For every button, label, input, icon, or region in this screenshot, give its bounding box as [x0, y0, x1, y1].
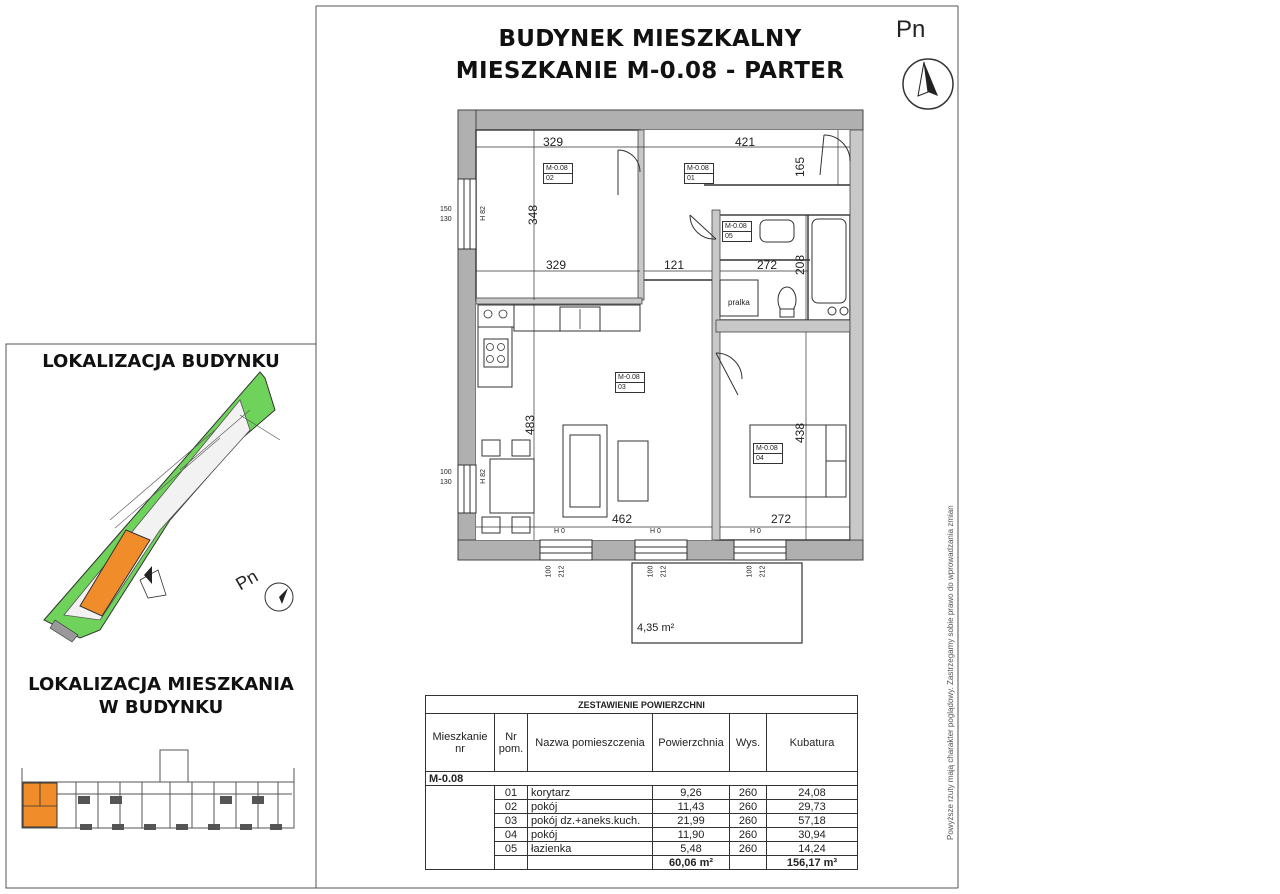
door2-tall: 212 [660, 565, 668, 578]
building-location-heading: LOKALIZACJA BUDYNKU [42, 351, 280, 372]
dim-bath-width: 272 [757, 258, 778, 272]
dim-corridor: 121 [664, 258, 685, 272]
balcony-area-label: 4,35 m² [637, 622, 675, 634]
door1-tall: 212 [558, 565, 566, 578]
room-tag-05: M-0.08 05 [722, 221, 752, 242]
site-north-arrow-icon [262, 580, 296, 614]
room-tag-03: M-0.08 03 [615, 372, 645, 393]
door1-width: 100 [545, 565, 553, 578]
site-north-label: Pn [232, 565, 262, 595]
building-floor-plan [20, 748, 306, 836]
window1-width: 150 [440, 206, 452, 213]
table-row: 03 pokój dz.+aneks.kuch. 21,99 260 57,18 [426, 814, 858, 828]
dim-living-bottom: 462 [612, 512, 633, 526]
dim-top-room01: 421 [735, 135, 756, 149]
door2-height: H 0 [650, 528, 661, 535]
dim-room04-bottom: 272 [771, 512, 792, 526]
door2-width: 100 [647, 565, 655, 578]
window2-height: H 82 [479, 469, 487, 484]
dim-room01-depth: 165 [793, 156, 808, 178]
room-tag-01: M-0.08 01 [684, 163, 714, 184]
floor-plan [420, 95, 870, 655]
window2-width: 100 [440, 469, 452, 476]
dim-living-height: 483 [523, 414, 538, 436]
col-volume: Kubatura [767, 714, 858, 772]
table-heading: ZESTAWIENIE POWIERZCHNI [426, 696, 858, 714]
laundry-label: pralka [728, 298, 750, 307]
dim-room02-bottom: 329 [546, 258, 567, 272]
total-volume: 156,17 m³ [767, 856, 858, 870]
door3-width: 100 [746, 565, 754, 578]
door3-tall: 212 [759, 565, 767, 578]
window2-sill: 130 [440, 479, 452, 486]
col-unit: Mieszkanie nr [426, 714, 495, 772]
total-area: 60,06 m² [653, 856, 730, 870]
unit-row: M-0.08 [426, 772, 858, 786]
dim-room04-height: 438 [793, 422, 808, 444]
col-room-name: Nazwa pomieszczenia [528, 714, 653, 772]
apartment-location-heading-1: LOKALIZACJA MIESZKANIA [28, 674, 294, 695]
door3-height: H 0 [750, 528, 761, 535]
room-tag-02: M-0.08 02 [543, 163, 573, 184]
door1-height: H 0 [554, 528, 565, 535]
north-label: Pn [896, 16, 926, 43]
area-summary-table [425, 695, 858, 870]
table-row: 05 łazienka 5,48 260 14,24 [426, 842, 858, 856]
col-height: Wys. [730, 714, 767, 772]
plan-title-line1: BUDYNEK MIESZKALNY [498, 26, 802, 52]
disclaimer-note: Powyższe rzuty mają charakter poglądowy. Zastrzegamy sobie prawo do wprowadzania zmian [946, 505, 955, 840]
window1-height: H 82 [479, 206, 487, 221]
north-arrow-icon [898, 54, 958, 114]
dim-top-room02: 329 [543, 135, 564, 149]
room-tag-04: M-0.08 04 [753, 443, 783, 464]
table-row: 01 korytarz 9,26 260 24,08 [426, 786, 858, 800]
dim-bath-height: 208 [793, 254, 808, 276]
col-area: Powierzchnia [653, 714, 730, 772]
table-row: 02 pokój 11,43 260 29,73 [426, 800, 858, 814]
table-row: 04 pokój 11,90 260 30,94 [426, 828, 858, 842]
window1-sill: 130 [440, 216, 452, 223]
apartment-location-heading-2: W BUDYNKU [98, 697, 224, 718]
dim-room02-height: 348 [526, 204, 541, 226]
col-room-no: Nr pom. [495, 714, 528, 772]
plan-title-line2: MIESZKANIE M-0.08 - PARTER [455, 58, 845, 84]
